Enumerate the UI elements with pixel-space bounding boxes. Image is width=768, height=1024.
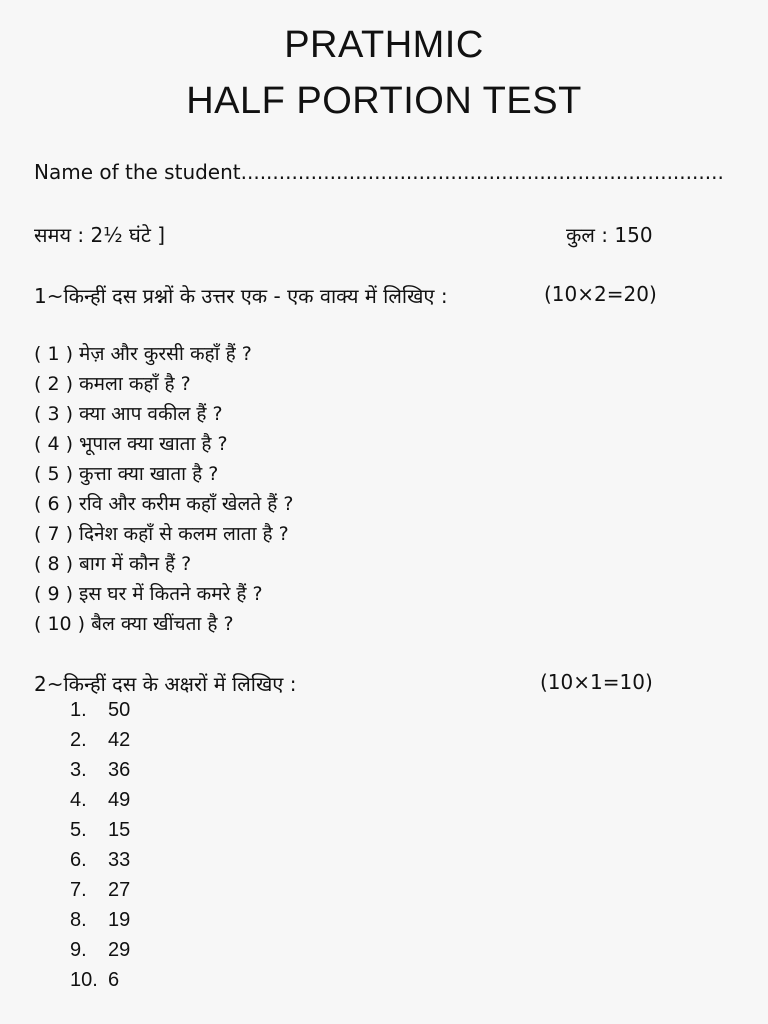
- question-item: ( 3 ) क्या आप वकील हैं ?: [34, 403, 223, 425]
- test-title-line2: HALF PORTION TEST: [186, 80, 582, 122]
- number-item-value: 6: [108, 969, 120, 991]
- number-item-value: 50: [108, 699, 131, 721]
- number-item: [70, 759, 130, 782]
- number-item-index: 2.: [70, 729, 87, 751]
- number-item-value: 15: [108, 819, 131, 841]
- number-item-index: 7.: [70, 879, 87, 901]
- question-item: ( 2 ) कमला कहाँ है ?: [34, 373, 191, 395]
- section1-heading: 1~किन्हीं दस प्रश्नों के उत्तर एक - एक वाक्य में लिखिए :: [34, 284, 448, 308]
- number-item-value: 27: [108, 879, 131, 901]
- number-item-value: 33: [108, 849, 131, 871]
- question-item: ( 10 ) बैल क्या खींचता है ?: [34, 613, 234, 635]
- student-name-line: Name of the student............................................................................: [34, 160, 724, 184]
- number-item-index: 6.: [70, 849, 87, 871]
- number-item-index: 5.: [70, 819, 87, 841]
- number-item: [70, 819, 130, 842]
- number-item-index: 9.: [70, 939, 87, 961]
- question-item: ( 6 ) रवि और करीम कहाँ खेलते हैं ?: [34, 493, 294, 515]
- question-item: ( 5 ) कुत्ता क्या खाता है ?: [34, 463, 219, 485]
- section2-heading: 2~किन्हीं दस के अक्षरों में लिखिए :: [34, 672, 297, 696]
- number-item: [70, 789, 130, 812]
- number-item: [70, 879, 130, 902]
- number-item-index: 3.: [70, 759, 87, 781]
- number-item-index: 8.: [70, 909, 87, 931]
- question-item: ( 4 ) भूपाल क्या खाता है ?: [34, 433, 228, 455]
- time-label: समय : 2½ घंटे ]: [34, 223, 166, 247]
- number-item-index: 4.: [70, 789, 87, 811]
- section2-marks: (10×1=10): [540, 670, 653, 694]
- number-item: [70, 849, 130, 872]
- number-item-index: 1.: [70, 699, 87, 721]
- number-item: [70, 699, 130, 722]
- total-marks-label: कुल : 150: [566, 223, 653, 247]
- number-item-value: 49: [108, 789, 131, 811]
- number-item: [70, 729, 130, 752]
- number-item-value: 19: [108, 909, 131, 931]
- number-item-value: 29: [108, 939, 131, 961]
- section1-marks: (10×2=20): [544, 282, 657, 306]
- number-item: [70, 909, 130, 932]
- test-title-line1: PRATHMIC: [284, 24, 484, 66]
- question-item: ( 9 ) इस घर में कितने कमरे हैं ?: [34, 583, 263, 605]
- number-item: [70, 939, 130, 962]
- number-item-index: 10.: [70, 969, 98, 991]
- question-item: ( 8 ) बाग में कौन हैं ?: [34, 553, 192, 575]
- number-item-value: 42: [108, 729, 131, 751]
- question-item: ( 1 ) मेज़ और कुरसी कहाँ हैं ?: [34, 343, 252, 365]
- number-item-value: 36: [108, 759, 131, 781]
- question-item: ( 7 ) दिनेश कहाँ से कलम लाता है ?: [34, 523, 289, 545]
- number-item: [70, 969, 119, 992]
